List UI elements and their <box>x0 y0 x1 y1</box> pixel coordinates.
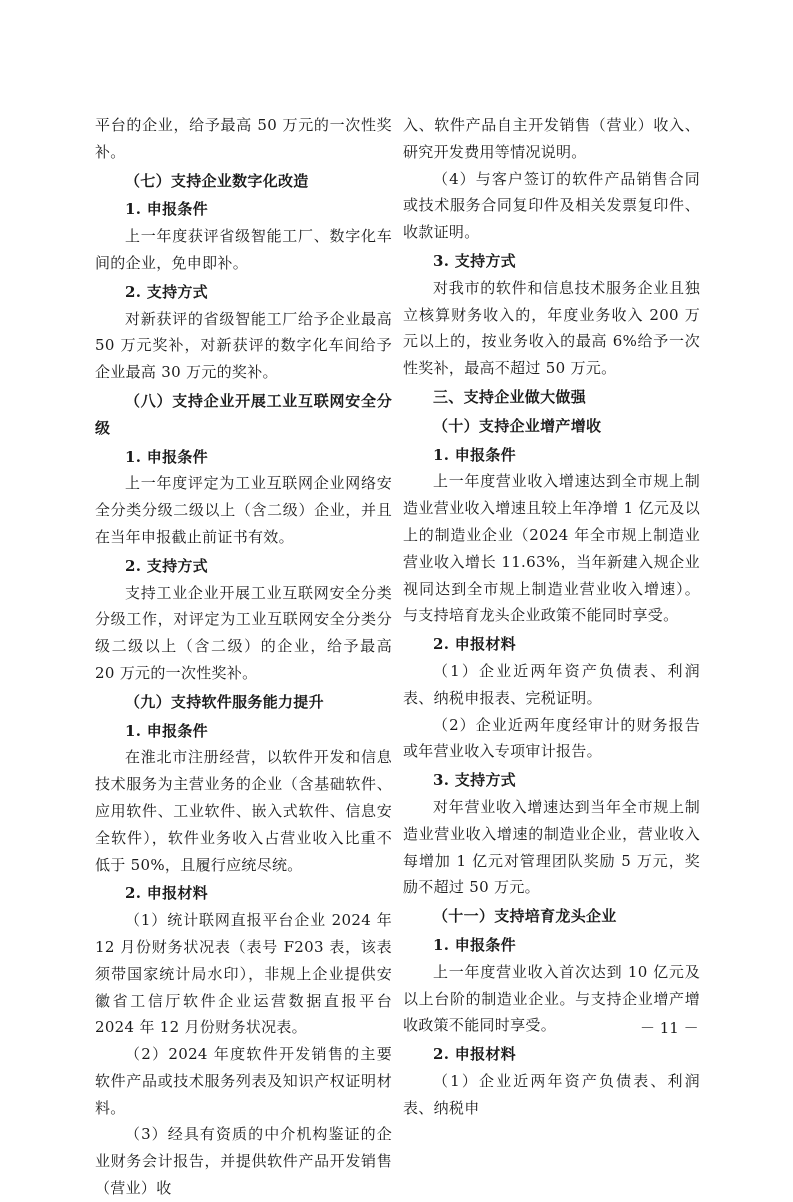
section-heading: （九）支持软件服务能力提升 <box>125 692 324 711</box>
subsection-heading: 1. 申报条件 <box>433 935 516 954</box>
body-paragraph: 对我市的软件和信息技术服务企业且独立核算财务收入的，年度业务收入 200 万元以上的，按业务收入的最高 6%给予一次性奖补，最高不超过 50 万元。 <box>403 278 700 378</box>
body-paragraph: （2）2024 年度软件开发销售的主要软件产品或技术服务列表及知识产权证明材料。 <box>95 1045 392 1117</box>
subsection-heading: 1. 申报条件 <box>125 721 208 740</box>
body-paragraph: （1）企业近两年资产负债表、利润表、纳税申 <box>403 1071 700 1117</box>
body-paragraph: （1）统计联网直报平台企业 2024 年 12 月份财务状况表（表号 F203 表，该表须带国家统计局水印），非规上企业提供安徽省工信厅软件企业运营数据直报平台 2024 年 12 月份财务状况表。 <box>95 911 392 1037</box>
body-paragraph: （3）经具有资质的中介机构鉴证的企业财务会计报告，并提供软件产品开发销售（营业）收 <box>95 1125 392 1198</box>
section-heading: （七）支持企业数字化改造 <box>125 171 309 190</box>
subsection-heading: 1. 申报条件 <box>125 447 208 466</box>
body-paragraph: （4）与客户签订的软件产品销售合同或技术服务合同复印件及相关发票复印件、收款证明。 <box>403 169 700 242</box>
body-paragraph: 对新获评的省级智能工厂给予企业最高 50 万元奖补，对新获评的数字化车间给予企业最高 30 万元的奖补。 <box>95 309 392 382</box>
right-column <box>403 112 700 1121</box>
subsection-heading: 2. 支持方式 <box>125 282 208 301</box>
left-column <box>95 112 392 1202</box>
subsection-heading: 2. 申报材料 <box>433 1045 516 1064</box>
part-heading: 三、支持企业做大做强 <box>433 387 587 406</box>
section-heading: （八）支持企业开展工业互联网安全分级 <box>95 391 392 437</box>
body-paragraph-continued: 入、软件产品自主开发销售（营业）收入、研究开发费用等情况说明。 <box>403 116 700 161</box>
body-paragraph: 上一年度营业收入增速达到全市规上制造业营业收入增速且较上年净增 1 亿元及以上的制造业企业（2024 年全市规上制造业营业收入增长 11.63%，当年新建入规企业视同达到全市规上制造业营业收入增速）。与支持培育龙头企业政策不能同时享受。 <box>403 472 700 625</box>
subsection-heading: 1. 申报条件 <box>125 200 208 219</box>
body-paragraph: 在淮北市注册经营，以软件开发和信息技术服务为主营业务的企业（含基础软件、应用软件、工业软件、嵌入式软件、信息安全软件），软件业务收入占营业收入比重不低于 50%，且履行应统尽统。 <box>95 748 392 874</box>
subsection-heading: 3. 支持方式 <box>433 771 516 790</box>
subsection-heading: 2. 申报材料 <box>433 635 516 654</box>
body-paragraph: （1）企业近两年资产负债表、利润表、纳税申报表、完税证明。 <box>403 661 700 707</box>
body-paragraph: 支持工业企业开展工业互联网安全分类分级工作，对评定为工业互联网安全分类分级二级以上（含二级）的企业，给予最高 20 万元的一次性奖补。 <box>95 583 392 682</box>
subsection-heading: 2. 支持方式 <box>125 556 208 575</box>
body-paragraph-continued: 平台的企业，给予最高 50 万元的一次性奖补。 <box>95 116 392 161</box>
body-paragraph: 上一年度获评省级智能工厂、数字化车间的企业，免申即补。 <box>95 227 392 272</box>
section-heading: （十）支持企业增产增收 <box>433 416 602 435</box>
body-paragraph: 对年营业收入增速达到当年全市规上制造业营业收入增速的制造业企业，营业收入每增加 1 亿元对管理团队奖励 5 万元，奖励不超过 50 万元。 <box>403 797 700 897</box>
subsection-heading: 3. 支持方式 <box>433 251 516 270</box>
page-number: － 11 － <box>640 1019 699 1037</box>
body-paragraph: 上一年度营业收入首次达到 10 亿元及以上台阶的制造业企业。与支持企业增产增收政策不能同时享受。 <box>403 962 700 1035</box>
subsection-heading: 2. 申报材料 <box>125 884 208 903</box>
body-paragraph: （2）企业近两年度经审计的财务报告或年营业收入专项审计报告。 <box>403 715 700 761</box>
subsection-heading: 1. 申报条件 <box>433 445 516 464</box>
body-paragraph: 上一年度评定为工业互联网企业网络安全分类分级二级以上（含二级）企业，并且在当年申报截止前证书有效。 <box>95 474 392 546</box>
section-heading: （十一）支持培育龙头企业 <box>433 907 617 926</box>
